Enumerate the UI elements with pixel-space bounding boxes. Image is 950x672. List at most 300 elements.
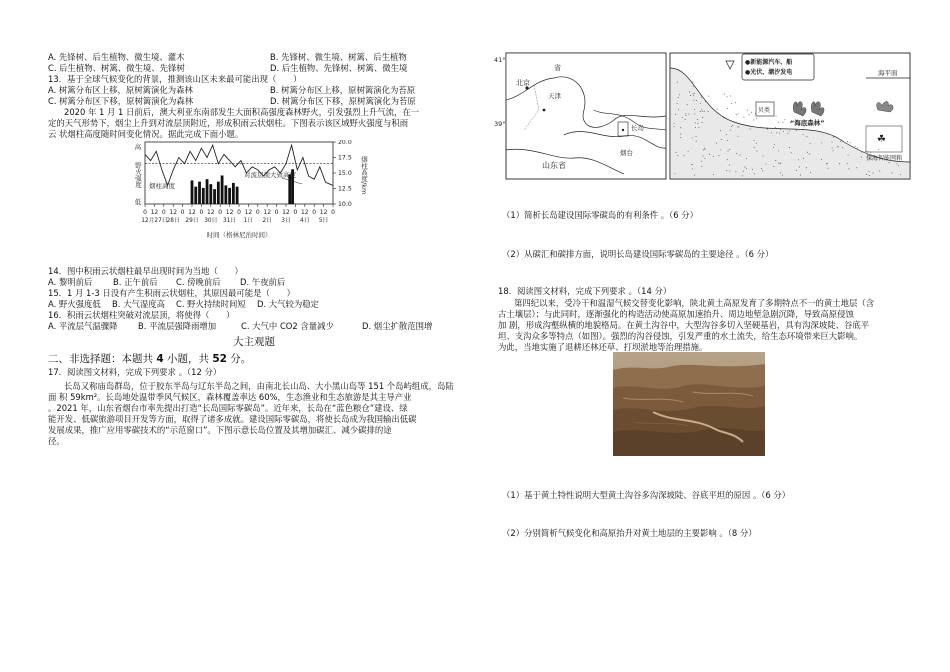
q17-para-3: 。2021 年，山东省烟台市率先提出打造“长岛国际零碳岛”。近年来，长岛在“蓝色粮仓”建设、绿 xyxy=(48,403,408,413)
seabed-dot xyxy=(896,163,897,164)
seabed-dot xyxy=(674,126,675,127)
seabed-dot xyxy=(761,168,762,169)
seabed-dot xyxy=(879,171,880,172)
seabed-dot xyxy=(869,171,870,172)
seabed-dot xyxy=(756,118,757,119)
seabed-dot xyxy=(783,131,784,132)
seabed-dot xyxy=(736,153,737,154)
seabed-dot xyxy=(729,149,730,150)
seabed-dot xyxy=(677,103,678,104)
x-tick-label: 12 xyxy=(319,209,328,216)
q13-option-d: D. 树篱分布区下移，原树篱演化为苔原 xyxy=(270,96,416,106)
seabed-dot xyxy=(787,133,788,134)
seabed-dot xyxy=(692,137,693,138)
q18-part1: （1）基于黄土特性说明大型黄土沟谷多沟深坡陡、谷底平坦的原因 。（6 分） xyxy=(502,490,791,500)
seabed-dot xyxy=(703,149,704,150)
seabed-dot xyxy=(678,109,679,110)
q12-option-c: C. 后生植物、树篱、微生境、先锋树 xyxy=(48,63,185,73)
seabed-dot xyxy=(677,155,678,156)
seabed-dot xyxy=(677,82,678,83)
seabed-dot xyxy=(803,158,804,159)
seabed-dot xyxy=(833,137,834,138)
q16-option-b: B. 平流层强降雨增加 xyxy=(138,321,217,331)
seabed-dot xyxy=(726,170,727,171)
x-date-label: 31日 xyxy=(223,218,237,224)
smoke-bar xyxy=(228,188,231,204)
seabed-dot xyxy=(847,141,848,142)
seabed-dot xyxy=(743,117,744,118)
seabed-dot xyxy=(866,174,867,175)
x-tick-label: 0 xyxy=(293,209,298,216)
smoke-bar xyxy=(221,175,224,204)
seabed-dot xyxy=(717,109,718,110)
seabed-dot xyxy=(799,167,800,168)
y-right-label: 烟柱高度/km xyxy=(360,156,368,195)
seabed-dot xyxy=(682,117,683,118)
seabed-dot xyxy=(740,155,741,156)
bubble-line-1: ●新能源汽车、船 xyxy=(745,59,793,66)
seabed-dot xyxy=(840,141,841,142)
seabed-dot xyxy=(708,96,709,97)
changdao-map-figure xyxy=(494,50,914,182)
seabed-dot xyxy=(798,159,799,160)
smoke-bar xyxy=(217,182,220,204)
seabed-dot xyxy=(705,149,706,150)
seabed-dot xyxy=(727,140,728,141)
seabed-dot xyxy=(749,114,750,115)
seabed-dot xyxy=(889,162,890,163)
seabed-dot xyxy=(696,141,697,142)
q18-para-5: 为此，当地实施了退耕还林还草、打坝淤地等治理措施。 xyxy=(498,342,708,352)
seabed-dot xyxy=(754,173,755,174)
seabed-dot xyxy=(779,163,780,164)
q12-option-b: B. 先锋树、微生境、树篱、后生植物 xyxy=(270,52,407,62)
q18-para-3: 加 剧，形成沟壑纵横的地貌格局。在黄土沟谷中，大型沟谷多切入坚硬基岩，具有沟深坡陡、谷底平 xyxy=(498,320,870,330)
seabed-dot xyxy=(806,136,807,137)
seabed-dot xyxy=(736,114,737,115)
seabed-dot xyxy=(701,97,702,98)
x-tick-label: 12 xyxy=(206,209,215,216)
seabed-dot xyxy=(701,166,702,167)
seabed-dot xyxy=(694,93,695,94)
seabed-dot xyxy=(709,154,710,155)
seabed-dot xyxy=(784,119,785,120)
x-tick-label: 0 xyxy=(199,209,204,216)
map-label-tianjin: 天津 xyxy=(548,92,561,100)
seabed-dot xyxy=(679,94,680,95)
seabed-dot xyxy=(773,166,774,167)
seabed-dot xyxy=(802,129,803,130)
seabed-dot xyxy=(737,126,738,127)
seabed-dot xyxy=(720,149,721,150)
smoke-bar xyxy=(213,189,216,204)
seabed-dot xyxy=(694,175,695,176)
seabed-dot xyxy=(719,155,720,156)
lat-41-label: 41° xyxy=(494,56,506,64)
smoke-height-label: 烟柱高度 xyxy=(149,182,175,190)
q14-option-d: D. 午夜前后 xyxy=(240,277,286,287)
seabed-dot xyxy=(674,123,675,124)
seabed-dot xyxy=(828,168,829,169)
q12-option-d: D. 后生植物、先锋树、树篱、微生境 xyxy=(270,63,408,73)
seabed-dot xyxy=(780,172,781,173)
smoke-bar xyxy=(224,185,227,204)
seabed-dot xyxy=(855,146,856,147)
x-date-label: 30日 xyxy=(204,218,218,224)
seabed-dot xyxy=(773,147,774,148)
seabed-dot xyxy=(756,143,757,144)
seabed-dot xyxy=(731,103,732,104)
q14-option-a: A. 黎明前后 xyxy=(48,277,93,287)
seabed-dot xyxy=(873,173,874,174)
seabed-dot xyxy=(775,160,776,161)
q16-option-a: A. 平流层气温骤降 xyxy=(48,321,118,331)
smart-cage-label: 探海智能网箱 xyxy=(866,155,903,162)
q16-option-d: D. 烟尘扩散范围增 xyxy=(362,321,433,331)
x-tick-label: 12 xyxy=(169,209,178,216)
seabed-dot xyxy=(809,154,810,155)
seabed-dot xyxy=(738,136,739,137)
seabed-dot xyxy=(771,132,772,133)
seabed-dot xyxy=(766,163,767,164)
seabed-dot xyxy=(789,147,790,148)
seabed-dot xyxy=(746,168,747,169)
seabed-dot xyxy=(810,172,811,173)
x-tick-label: 0 xyxy=(143,209,147,216)
seabed-dot xyxy=(729,171,730,172)
x-date-label: 2日 xyxy=(262,218,272,224)
seabed-dot xyxy=(688,151,689,152)
x-tick-label: 0 xyxy=(161,209,166,216)
seabed-dot xyxy=(688,114,689,115)
map-label-shandong: 山东省 xyxy=(542,161,566,170)
seabed-dot xyxy=(729,164,730,165)
seabed-dot xyxy=(753,120,754,121)
q13-stem: 13．基于全球气候变化的背景，推测该山区未来最可能出现（ ） xyxy=(48,74,302,84)
q15-option-b: B. 大气湿度高 xyxy=(112,299,165,309)
q17-para-6: 径。 xyxy=(48,436,65,446)
seabed-dot xyxy=(680,137,681,138)
q15-stem: 15．1 月 1-3 日没有产生积雨云状烟柱，其原因最可能是（ ） xyxy=(48,288,296,298)
q17-para-5: 发展成果，推广应用零碳技术的“示范窗口”。下图示意长岛位置及其增加碳汇、减少碳排的途 xyxy=(48,425,392,435)
seabed-dot xyxy=(735,171,736,172)
q12-option-a: A. 先锋树、后生植物、微生境、灌木 xyxy=(48,52,185,62)
x-tick-label: 12 xyxy=(300,209,309,216)
section-2-heading: 二、非选择题：本题共 4 小题，共 52 分。 xyxy=(48,353,252,365)
seabed-dot xyxy=(743,171,744,172)
seabed-dot xyxy=(716,143,717,144)
x-tick-label: 12 xyxy=(188,209,196,216)
seabed-dot xyxy=(750,129,751,130)
x-tick-label: 12 xyxy=(263,209,272,216)
seabed-dot xyxy=(848,155,849,156)
intro-line-3: 云 状烟柱高度随时间变化情况。据此完成下面小题。 xyxy=(48,129,244,139)
seabed-dot xyxy=(776,116,777,117)
seabed-dot xyxy=(704,148,705,149)
seabed-dot xyxy=(732,125,733,126)
seabed-dot xyxy=(847,163,848,164)
map-label-changdao: 长岛 xyxy=(631,124,644,132)
seabed-dot xyxy=(898,165,899,166)
q13-option-c: C. 树篱分布区下移，原树篱演化为森林 xyxy=(48,96,194,106)
seabed-dot xyxy=(708,111,709,112)
seabed-dot xyxy=(774,144,775,145)
q17-heading: 17．阅读图文材料，完成下列要求 。（12 分） xyxy=(48,367,222,377)
seabed-dot xyxy=(857,147,858,148)
seabed-dot xyxy=(833,150,834,151)
smoke-bar xyxy=(209,184,212,204)
intro-line-2: 定的天气形势下，烟尘上升到对流层顶附近，形成积雨云状烟柱。下图表示该区域野火强度与积雨 xyxy=(48,118,409,128)
seabed-dot xyxy=(700,111,701,112)
seabed-dot xyxy=(751,112,752,113)
seabed-dot xyxy=(778,122,779,123)
seabed-dot xyxy=(826,163,827,164)
y-left-high: 高 xyxy=(134,143,142,151)
seabed-dot xyxy=(782,175,783,176)
seabed-dot xyxy=(723,117,724,118)
seabed-dot xyxy=(689,92,690,93)
q14-option-b: B. 正午前后 xyxy=(113,277,158,287)
y-right-tick-label: 10.0 xyxy=(338,201,352,209)
q17-para-1: 长岛又称庙岛群岛，位于胶东半岛与辽东半岛之间，由南北长山岛、大小黑山岛等 151 个岛屿组成，岛陆 xyxy=(64,381,454,391)
seabed-dot xyxy=(694,109,695,110)
seabed-dot xyxy=(837,146,838,147)
seabed-dot xyxy=(676,152,677,153)
seabed-dot xyxy=(735,102,736,103)
q18-para-2: 古土壤层）；与此同时，逐渐强化的构造活动使高原加速抬升、周边地堑急剧沉降，导致高原侵蚀 xyxy=(498,309,854,319)
x-tick-label: 0 xyxy=(237,209,241,216)
seabed-dot xyxy=(778,162,779,163)
seabed-dot xyxy=(727,159,728,160)
wildfire-smoke-chart xyxy=(132,140,377,270)
q17-part1: （1）简析长岛建设国际零碳岛的有利条件 。（6 分） xyxy=(502,210,699,220)
seabed-dot xyxy=(726,134,727,135)
seabed-dot xyxy=(727,108,728,109)
seabed-dot xyxy=(674,173,675,174)
seabed-dot xyxy=(796,130,797,131)
y-left-label: 野火强度 xyxy=(134,162,142,188)
seabed-dot xyxy=(900,174,901,175)
q17-para-4: 能开发、低碳旅游项目开发等方面，取得了诸多成就。建设国际零碳岛，将使长岛成为我国输出低碳 xyxy=(48,414,417,424)
q15-option-a: A. 野火强度低 xyxy=(48,299,101,309)
seabed-dot xyxy=(756,151,757,152)
lat-39-label: 39° xyxy=(494,120,506,128)
x-date-label: 29日 xyxy=(185,218,199,224)
seabed-dot xyxy=(832,142,833,143)
seabed-dot xyxy=(675,114,676,115)
seabed-dot xyxy=(705,101,706,102)
q15-option-c: C. 野火持续时间短 xyxy=(176,299,246,309)
seabed-dot xyxy=(700,103,701,104)
seabed-dot xyxy=(724,94,725,95)
seabed-dot xyxy=(693,82,694,83)
q18-para-1: 第四纪以来，受冷干和温湿气候交替变化影响，陕北黄土高原发育了多期特点不一的黄土地层（含 xyxy=(514,298,875,308)
smoke-bar xyxy=(206,179,209,204)
q17-para-2: 面 积 59km²。长岛地处温带季风气候区，森林覆盖率达 60%，生态渔业和生态旅游是其主导产业 xyxy=(48,392,412,402)
q14-option-c: C. 傍晚前后 xyxy=(176,277,221,287)
x-date-label: 28日 xyxy=(166,218,180,224)
seabed-dot xyxy=(848,168,849,169)
seabed-dot xyxy=(763,155,764,156)
seabed-dot xyxy=(702,111,703,112)
smoke-bar xyxy=(194,187,197,204)
seabed-dot xyxy=(767,129,768,130)
y-right-tick-label: 12.5 xyxy=(338,185,352,193)
seabed-dot xyxy=(800,175,801,176)
seabed-dot xyxy=(690,95,691,96)
y-right-tick-label: 20.0 xyxy=(338,140,352,147)
seabed-dot xyxy=(727,96,728,97)
seabed-dot xyxy=(776,128,777,129)
seabed-dot xyxy=(891,173,892,174)
seabed-dot xyxy=(810,143,811,144)
x-tick-label: 0 xyxy=(331,209,335,216)
x-tick-label: 0 xyxy=(218,209,223,216)
seabed-dot xyxy=(693,86,694,87)
seabed-dot xyxy=(775,127,776,128)
seabed-dot xyxy=(869,175,870,176)
seabed-dot xyxy=(694,100,695,101)
seabed-dot xyxy=(767,128,768,129)
seabed-dot xyxy=(832,147,833,148)
q15-option-d: D. 大气较为稳定 xyxy=(257,299,320,309)
seabed-dot xyxy=(803,134,804,135)
x-tick-label: 0 xyxy=(312,209,317,216)
x-tick-label: 0 xyxy=(255,209,260,216)
q13-option-b: B. 树篱分布区上移，原树篱演化为苔原 xyxy=(270,85,416,95)
seabed-dot xyxy=(747,110,748,111)
x-date-label: 12月27日 xyxy=(141,218,168,224)
seabed-dot xyxy=(856,167,857,168)
seabed-dot xyxy=(791,152,792,153)
seabed-dot xyxy=(693,95,694,96)
y-left-low: 低 xyxy=(134,198,142,206)
x-tick-label: 0 xyxy=(274,209,279,216)
q17-part2: （2）从碳汇和碳排方面，说明长岛建设国际零碳岛的主要途径 。（6 分） xyxy=(502,249,774,259)
sea-forest-label: “海底森林” xyxy=(790,119,825,127)
seabed-dot xyxy=(762,170,763,171)
seabed-dot xyxy=(850,142,851,143)
seabed-dot xyxy=(705,158,706,159)
seabed-dot xyxy=(713,174,714,175)
seabed-dot xyxy=(821,159,822,160)
seabed-dot xyxy=(754,147,755,148)
q18-part2: （2）分别简析气候变化和高原抬升对黄土地层的主要影响 。（8 分） xyxy=(502,528,757,538)
seabed-dot xyxy=(738,113,739,114)
seabed-dot xyxy=(744,167,745,168)
seabed-dot xyxy=(693,93,694,94)
seabed-dot xyxy=(697,119,698,120)
seabed-dot xyxy=(696,100,697,101)
map-label-province: 省 xyxy=(554,64,561,72)
seabed-dot xyxy=(685,119,686,120)
seabed-dot xyxy=(730,96,731,97)
x-tick-label: 12 xyxy=(244,209,253,216)
seabed-dot xyxy=(782,122,783,123)
map-label-yantai: 烟台 xyxy=(620,149,633,157)
x-date-label: 5日 xyxy=(318,218,329,224)
seabed-dot xyxy=(691,164,692,165)
seabed-dot xyxy=(696,136,697,137)
seabed-dot xyxy=(779,133,780,134)
seabed-dot xyxy=(778,150,779,151)
seabed-dot xyxy=(780,129,781,130)
seabed-dot xyxy=(703,156,704,157)
tropopause-label: 对流层顶大致高度 xyxy=(244,171,296,179)
seabed-dot xyxy=(694,113,695,114)
smoke-bar xyxy=(202,188,205,204)
intro-line-1: 2020 年 1 月 1 日前后，澳大利亚东南部发生大面积高强度森林野火，引发强烈上升气流，在一 xyxy=(64,107,420,117)
smoke-bar xyxy=(198,182,201,204)
y-right-tick-label: 15.0 xyxy=(338,170,352,178)
seabed-dot xyxy=(702,117,703,118)
seabed-dot xyxy=(730,130,731,131)
smoke-bar xyxy=(191,180,194,204)
seabed-dot xyxy=(842,147,843,148)
seabed-dot xyxy=(680,127,681,128)
seabed-dot xyxy=(821,142,822,143)
q18-para-4: 坦、支沟众多等特点（如图）。强烈的沟谷侵蚀，引发严重的水土流失，给生态环境带来巨大影响。 xyxy=(498,331,863,341)
sea-level-label: 海平面 xyxy=(878,69,898,77)
seabed-dot xyxy=(692,168,693,169)
seabed-dot xyxy=(695,127,696,128)
loess-gully-photo xyxy=(613,352,765,456)
seabed-dot xyxy=(728,151,729,152)
seabed-dot xyxy=(746,158,747,159)
seabed-dot xyxy=(686,115,687,116)
seabed-dot xyxy=(806,167,807,168)
seabed-dot xyxy=(861,157,862,158)
seabed-dot xyxy=(701,109,702,110)
seabed-dot xyxy=(738,126,739,127)
wildfire-intensity-line xyxy=(145,145,333,185)
q13-option-a: A. 树篱分布区上移，原树篱演化为森林 xyxy=(48,85,193,95)
q14-stem: 14．图中积雨云状烟柱最早出现时间为当地（ ） xyxy=(48,266,243,276)
seabed-dot xyxy=(839,163,840,164)
seabed-dot xyxy=(698,127,699,128)
seabed-dot xyxy=(754,140,755,141)
x-axis-title: 时间（格林尼治时间） xyxy=(206,231,272,239)
seabed-dot xyxy=(704,111,705,112)
seabed-dot xyxy=(807,152,808,153)
shellfish-label: 贝类 xyxy=(758,107,771,114)
seabed-dot xyxy=(721,139,722,140)
seabed-dot xyxy=(680,134,681,135)
seabed-dot xyxy=(698,123,699,124)
seabed-dot xyxy=(702,122,703,123)
x-date-label: 1日 xyxy=(243,218,254,224)
seabed-dot xyxy=(713,156,714,157)
section-big-title: 大主观题 xyxy=(233,336,275,348)
seabed-dot xyxy=(731,126,732,127)
y-right-tick-label: 17.5 xyxy=(338,154,352,162)
smoke-bar xyxy=(232,183,235,204)
bubble-line-2: ●光伏、潮汐发电 xyxy=(745,69,793,76)
x-tick-label: 12 xyxy=(225,209,234,216)
q18-heading: 18．阅读图文材料，完成下列要求 。（14 分） xyxy=(498,286,672,296)
map-label-beijing: 北京 xyxy=(516,79,530,87)
seabed-dot xyxy=(878,149,879,150)
x-tick-label: 12 xyxy=(150,209,159,216)
seabed-dot xyxy=(780,163,781,164)
seabed-dot xyxy=(752,169,753,170)
seabed-dot xyxy=(684,155,685,156)
seabed-dot xyxy=(687,104,688,105)
seabed-dot xyxy=(720,130,721,131)
seabed-dot xyxy=(695,122,696,123)
seabed-dot xyxy=(678,97,679,98)
x-date-label: 3日 xyxy=(281,218,291,224)
